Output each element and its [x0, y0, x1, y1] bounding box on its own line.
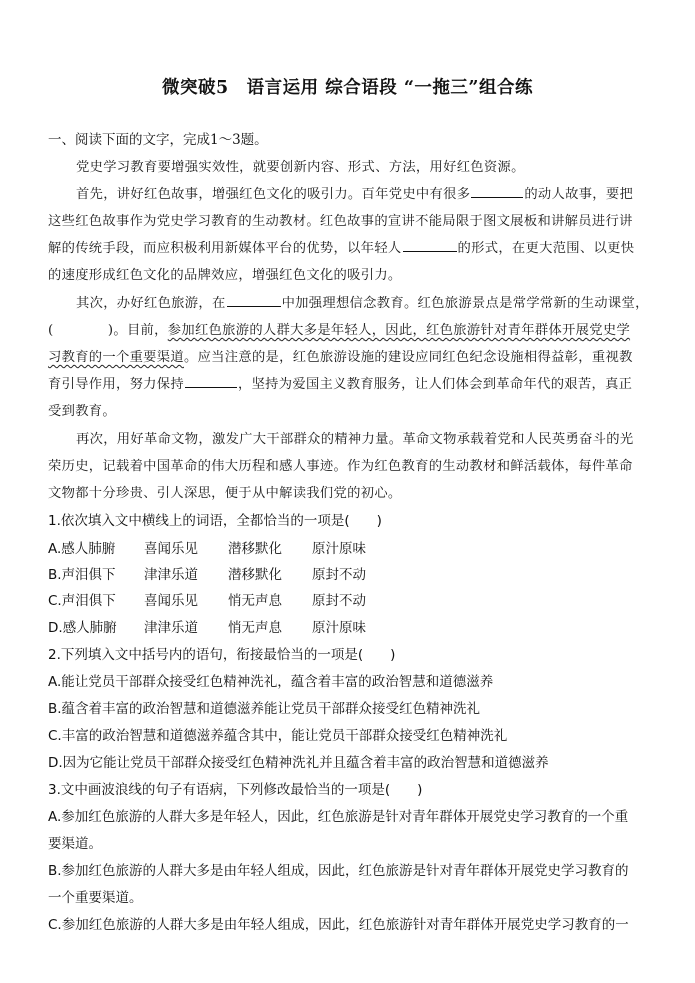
- q3-option-b-cont: 一个重要渠道。: [48, 890, 143, 906]
- q2-option-d: D.因为它能让党员干部群众接受红色精神洗礼并且蕴含着丰富的政治智慧和道德滋养: [48, 755, 549, 771]
- q1-option-a: A.感人肺腑 喜闻乐见 潜移默化 原汁原味: [48, 541, 366, 557]
- q1-option-b: B.声泪俱下 津津乐道 潜移默化 原封不动: [48, 567, 366, 583]
- passage-line: 的速度形成红色文化的品牌效应，增强红色文化的吸引力。: [48, 268, 402, 283]
- passage-text: 其次，办好红色旅游，在: [76, 296, 226, 311]
- q3-option-c: C.参加红色旅游的人群大多是由年轻人组成，因此，红色旅游针对青年群体开展党史学习教育的一: [48, 917, 629, 933]
- question-3-stem: 3.文中画波浪线的句子有语病，下列修改最恰当的一项是( ): [48, 782, 423, 798]
- passage-text: 中加强理想信念教育。红色旅游景点是常学常新的生动课堂，: [281, 296, 649, 311]
- q2-option-c: C.丰富的政治智慧和道德滋养蕴含其中，能让党员干部群众接受红色精神洗礼: [48, 728, 508, 744]
- passage-text: 的动人故事，要把: [524, 187, 634, 202]
- passage-text: 育引导作用，努力保持: [48, 377, 184, 392]
- passage-line: 党史学习教育要增强实效性，就要创新内容、形式、方法，用好红色资源。: [76, 160, 525, 175]
- passage-line: 受到教育。: [48, 404, 116, 419]
- q2-option-a: A.能让党员干部群众接受红色精神洗礼，蕴含着丰富的政治智慧和道德滋养: [48, 674, 494, 690]
- passage-line: 再次，用好革命文物，激发广大干部群众的精神力量。革命文物承载着党和人民英勇奋斗的光: [76, 432, 634, 447]
- passage-line: [76, 183, 648, 202]
- page-title: 微突破5 语言运用 综合语段 “一拖三”组合练: [162, 78, 533, 98]
- blank-2: [403, 250, 457, 252]
- question-2-stem: 2.下列填入文中括号内的语句，衔接最恰当的一项是( ): [48, 647, 396, 663]
- passage-text: ，坚持为爱国主义教育服务，让人们体会到革命年代的艰苦，真正: [237, 377, 633, 392]
- blank-1: [471, 196, 523, 198]
- question-1-stem: 1.依次填入文中横线上的词语，全都恰当的一项是( ): [48, 513, 382, 529]
- q3-option-a: A.参加红色旅游的人群大多是年轻人，因此，红色旅游是针对青年群体开展党史学习教育的一个重: [48, 809, 629, 825]
- passage-text: 首先，讲好红色故事，增强红色文化的吸引力。百年党史中有很多: [76, 187, 471, 202]
- blank-4: [185, 386, 237, 388]
- blank-3: [227, 305, 281, 307]
- passage-line: [48, 319, 648, 338]
- bracket-blank: ( )。目前，: [48, 323, 168, 338]
- wavy-sentence: 参加红色旅游的人群大多是年轻人，因此，红色旅游针对青年群体开展党史学: [167, 323, 631, 338]
- passage-text: 的形式，在更大范围、以更快: [457, 241, 635, 256]
- passage-line: [76, 292, 648, 311]
- q3-option-a-cont: 要渠道。: [48, 836, 102, 852]
- wavy-sentence: 习教育的一个重要渠道: [48, 350, 184, 365]
- passage-line: 荣历史，记载着中国革命的伟大历程和感人事迹。作为红色教育的生动教材和鲜活载体，每件革命: [48, 459, 633, 474]
- passage-text: 。应当注意的是，红色旅游设施的建设应同红色纪念设施相得益彰，重视教: [183, 350, 633, 365]
- q3-option-b: B.参加红色旅游的人群大多是由年轻人组成，因此，红色旅游是针对青年群体开展党史学习教育的: [48, 863, 629, 879]
- passage-line: 这些红色故事作为党史学习教育的生动教材。红色故事的宣讲不能局限于图文展板和讲解员进行讲: [48, 214, 633, 229]
- q1-option-c: C.声泪俱下 喜闻乐见 悄无声息 原封不动: [48, 593, 366, 609]
- passage-text: 解的传统手段，而应积极利用新媒体平台的优势，以年轻人: [48, 241, 402, 256]
- passage-line: [48, 373, 648, 392]
- passage-line: [48, 346, 648, 365]
- q1-option-d: D.感人肺腑 津津乐道 悄无声息 原汁原味: [48, 620, 366, 636]
- passage-line: [48, 237, 648, 256]
- q2-option-b: B.蕴含着丰富的政治智慧和道德滋养能让党员干部群众接受红色精神洗礼: [48, 701, 481, 717]
- section-heading: 一、阅读下面的文字，完成1～3题。: [48, 132, 268, 148]
- passage-line: 文物都十分珍贵、引人深思，便于从中解读我们党的初心。: [48, 486, 402, 501]
